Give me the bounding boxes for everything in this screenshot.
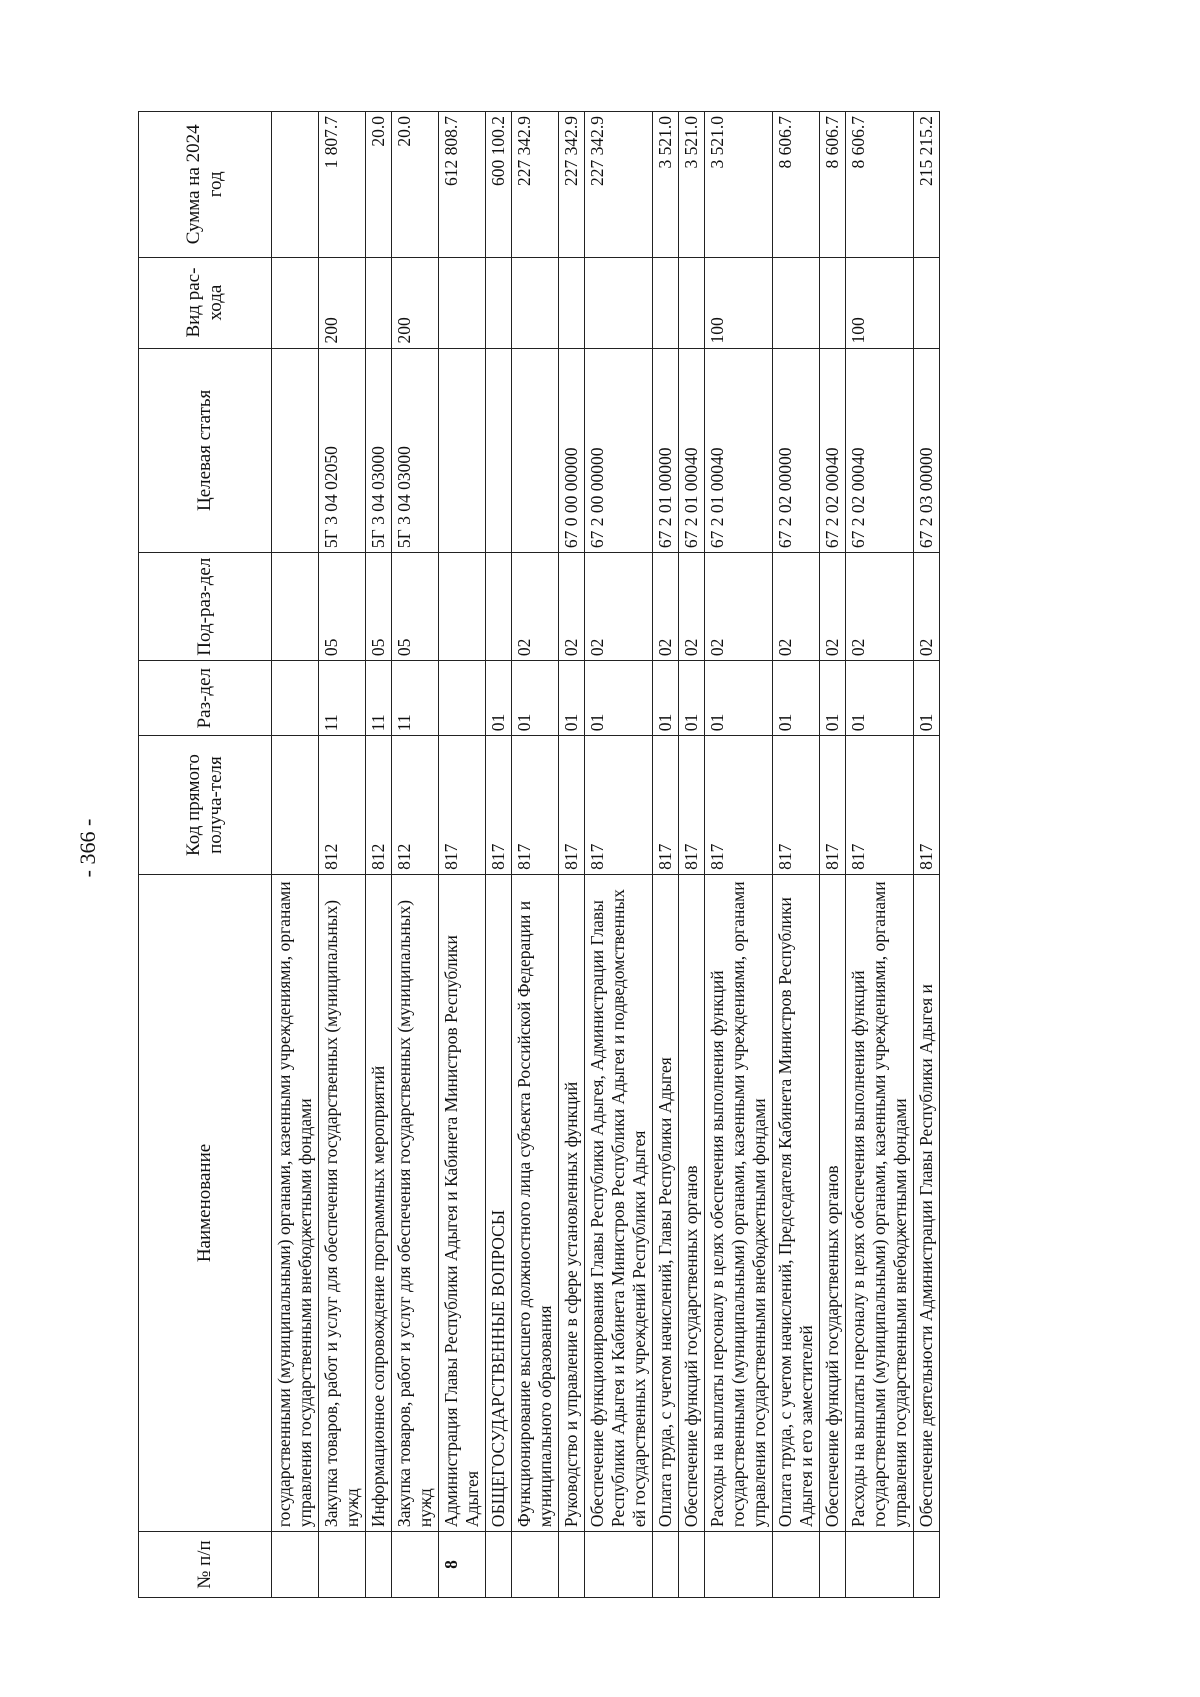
- cell-section: 01: [653, 661, 679, 736]
- table-row: [773, 112, 820, 1598]
- table-row: [272, 112, 319, 1598]
- cell-expense: 200: [319, 257, 366, 348]
- cell-section: 11: [319, 661, 366, 736]
- cell-code: 817: [559, 736, 585, 875]
- cell-section: 01: [820, 661, 846, 736]
- table-row: [392, 112, 439, 1598]
- cell-article: 67 2 01 00000: [653, 348, 679, 553]
- table-row: [914, 112, 940, 1598]
- cell-num: [705, 1532, 773, 1598]
- cell-section: [272, 661, 319, 736]
- cell-sum: 612 808.7: [439, 112, 486, 258]
- cell-article: 67 2 02 00040: [846, 348, 914, 553]
- cell-sum: [272, 112, 319, 258]
- cell-num: [585, 1532, 653, 1598]
- cell-name: Расходы на выплаты персоналу в целях обеспечения выполнения функций государственными (муниципальными) органами, казенными учреждениями, органами управления государственными внебюджетными фондами: [705, 874, 773, 1531]
- cell-sum: 3 521.0: [653, 112, 679, 258]
- cell-article: 5Г 3 04 03000: [392, 348, 439, 553]
- cell-sum: 227 342.9: [512, 112, 559, 258]
- cell-code: 812: [392, 736, 439, 875]
- cell-code: 817: [679, 736, 705, 875]
- cell-expense: [585, 257, 653, 348]
- cell-num: [559, 1532, 585, 1598]
- cell-article: [486, 348, 512, 553]
- cell-article: 67 2 01 00040: [705, 348, 773, 553]
- cell-article: 5Г 3 04 03000: [366, 348, 392, 553]
- header-name: Наименование: [139, 874, 272, 1531]
- header-section: Раз-дел: [139, 661, 272, 736]
- page-number: - 366 -: [75, 818, 100, 878]
- cell-num: [773, 1532, 820, 1598]
- cell-sum: 227 342.9: [585, 112, 653, 258]
- cell-subsection: [486, 553, 512, 661]
- rotated-table-container: [138, 111, 1138, 1598]
- cell-num: [366, 1532, 392, 1598]
- cell-name: Оплата труда, с учетом начислений, Главы Республики Адыгея: [653, 874, 679, 1531]
- header-row: [139, 112, 272, 1598]
- cell-num: [653, 1532, 679, 1598]
- cell-sum: 3 521.0: [705, 112, 773, 258]
- cell-code: 817: [439, 736, 486, 875]
- cell-num: [392, 1532, 439, 1598]
- cell-name: Обеспечение функций государственных органов: [679, 874, 705, 1531]
- cell-expense: [773, 257, 820, 348]
- cell-name: Оплата труда, с учетом начислений, Председателя Кабинета Министров Республики Адыгея и его заместителей: [773, 874, 820, 1531]
- cell-subsection: 02: [773, 553, 820, 661]
- cell-num: 8: [439, 1532, 486, 1598]
- cell-name: Расходы на выплаты персоналу в целях обеспечения выполнения функций государственными (муниципальными) органами, казенными учреждениями, органами управления государственными внебюджетными фондами: [846, 874, 914, 1531]
- cell-subsection: 02: [820, 553, 846, 661]
- cell-num: [486, 1532, 512, 1598]
- table-row: [820, 112, 846, 1598]
- cell-section: 01: [585, 661, 653, 736]
- cell-subsection: 02: [679, 553, 705, 661]
- header-code: Код прямого получа-теля: [139, 736, 272, 875]
- cell-expense: [366, 257, 392, 348]
- cell-article: 67 2 02 00040: [820, 348, 846, 553]
- cell-subsection: [439, 553, 486, 661]
- cell-section: 01: [512, 661, 559, 736]
- cell-article: [512, 348, 559, 553]
- table-row: [512, 112, 559, 1598]
- budget-table: [138, 111, 940, 1598]
- cell-article: 67 2 03 00000: [914, 348, 940, 553]
- cell-sum: 20.0: [392, 112, 439, 258]
- cell-sum: 8 606.7: [773, 112, 820, 258]
- cell-section: 01: [486, 661, 512, 736]
- table-row: [585, 112, 653, 1598]
- cell-sum: 20.0: [366, 112, 392, 258]
- cell-sum: 3 521.0: [679, 112, 705, 258]
- cell-subsection: 05: [392, 553, 439, 661]
- cell-subsection: 02: [559, 553, 585, 661]
- cell-num: [820, 1532, 846, 1598]
- cell-name: ОБЩЕГОСУДАРСТВЕННЫЕ ВОПРОСЫ: [486, 874, 512, 1531]
- header-article: Целевая статья: [139, 348, 272, 553]
- table-row: [486, 112, 512, 1598]
- cell-sum: 600 100.2: [486, 112, 512, 258]
- cell-expense: 100: [846, 257, 914, 348]
- cell-num: [679, 1532, 705, 1598]
- cell-article: 67 2 02 00000: [773, 348, 820, 553]
- cell-subsection: 02: [512, 553, 559, 661]
- cell-subsection: 02: [585, 553, 653, 661]
- cell-sum: 227 342.9: [559, 112, 585, 258]
- table-row: [559, 112, 585, 1598]
- header-expense: Вид рас-хода: [139, 257, 272, 348]
- table-row: [366, 112, 392, 1598]
- cell-section: 11: [392, 661, 439, 736]
- cell-article: 67 0 00 00000: [559, 348, 585, 553]
- cell-expense: 200: [392, 257, 439, 348]
- cell-section: 01: [679, 661, 705, 736]
- cell-expense: [914, 257, 940, 348]
- header-num: № п/п: [139, 1532, 272, 1598]
- cell-subsection: 02: [653, 553, 679, 661]
- cell-code: 817: [773, 736, 820, 875]
- cell-name: Информационное сопровождение программных мероприятий: [366, 874, 392, 1531]
- table-row: [653, 112, 679, 1598]
- cell-expense: [486, 257, 512, 348]
- cell-code: 817: [486, 736, 512, 875]
- cell-article: 5Г 3 04 02050: [319, 348, 366, 553]
- cell-section: 01: [559, 661, 585, 736]
- cell-expense: 100: [705, 257, 773, 348]
- cell-section: [439, 661, 486, 736]
- cell-expense: [559, 257, 585, 348]
- cell-section: 01: [773, 661, 820, 736]
- cell-expense: [512, 257, 559, 348]
- cell-name: Закупка товаров, работ и услуг для обеспечения государственных (муниципальных) нужд: [319, 874, 366, 1531]
- cell-section: 11: [366, 661, 392, 736]
- cell-name: Руководство и управление в сфере установленных функций: [559, 874, 585, 1531]
- cell-section: 01: [914, 661, 940, 736]
- cell-article: [439, 348, 486, 553]
- cell-article: [272, 348, 319, 553]
- header-sum: Сумма на 2024 год: [139, 112, 272, 258]
- cell-article: 67 2 00 00000: [585, 348, 653, 553]
- cell-code: [272, 736, 319, 875]
- cell-code: 817: [914, 736, 940, 875]
- cell-subsection: 02: [914, 553, 940, 661]
- table-row: [705, 112, 773, 1598]
- cell-sum: 215 215.2: [914, 112, 940, 258]
- cell-section: 01: [705, 661, 773, 736]
- cell-sum: 8 606.7: [820, 112, 846, 258]
- cell-name: Администрация Главы Республики Адыгея и Кабинета Министров Республики Адыгея: [439, 874, 486, 1531]
- table-row: [319, 112, 366, 1598]
- cell-expense: [679, 257, 705, 348]
- cell-expense: [272, 257, 319, 348]
- cell-code: 817: [653, 736, 679, 875]
- cell-name: государственными (муниципальными) органами, казенными учреждениями, органами управления государственными внебюджетными фондами: [272, 874, 319, 1531]
- cell-sum: 1 807.7: [319, 112, 366, 258]
- cell-num: [272, 1532, 319, 1598]
- cell-num: [846, 1532, 914, 1598]
- cell-subsection: 02: [705, 553, 773, 661]
- cell-code: 812: [319, 736, 366, 875]
- header-subsection: Под-раз-дел: [139, 553, 272, 661]
- cell-expense: [439, 257, 486, 348]
- cell-expense: [653, 257, 679, 348]
- cell-expense: [820, 257, 846, 348]
- cell-num: [512, 1532, 559, 1598]
- table-row: [439, 112, 486, 1598]
- cell-subsection: [272, 553, 319, 661]
- cell-code: 817: [705, 736, 773, 875]
- cell-subsection: 05: [319, 553, 366, 661]
- cell-subsection: 05: [366, 553, 392, 661]
- cell-code: 812: [366, 736, 392, 875]
- cell-num: [914, 1532, 940, 1598]
- cell-name: Обеспечение деятельности Администрации Главы Республики Адыгея и: [914, 874, 940, 1531]
- cell-article: 67 2 01 00040: [679, 348, 705, 553]
- cell-name: Функционирование высшего должностного лица субъекта Российской Федерации и муниципального образования: [512, 874, 559, 1531]
- cell-code: 817: [846, 736, 914, 875]
- cell-subsection: 02: [846, 553, 914, 661]
- cell-section: 01: [846, 661, 914, 736]
- cell-num: [319, 1532, 366, 1598]
- cell-code: 817: [585, 736, 653, 875]
- table-row: [679, 112, 705, 1598]
- table-row: [846, 112, 914, 1598]
- cell-name: Обеспечение функционирования Главы Республики Адыгея, Администрации Главы Республики Адыгея и Кабинета Министров Республики Адыгея и подведомственных ей государственных учреждений Республики Адыгея: [585, 874, 653, 1531]
- cell-sum: 8 606.7: [846, 112, 914, 258]
- cell-name: Обеспечение функций государственных органов: [820, 874, 846, 1531]
- cell-code: 817: [820, 736, 846, 875]
- cell-code: 817: [512, 736, 559, 875]
- cell-name: Закупка товаров, работ и услуг для обеспечения государственных (муниципальных) нужд: [392, 874, 439, 1531]
